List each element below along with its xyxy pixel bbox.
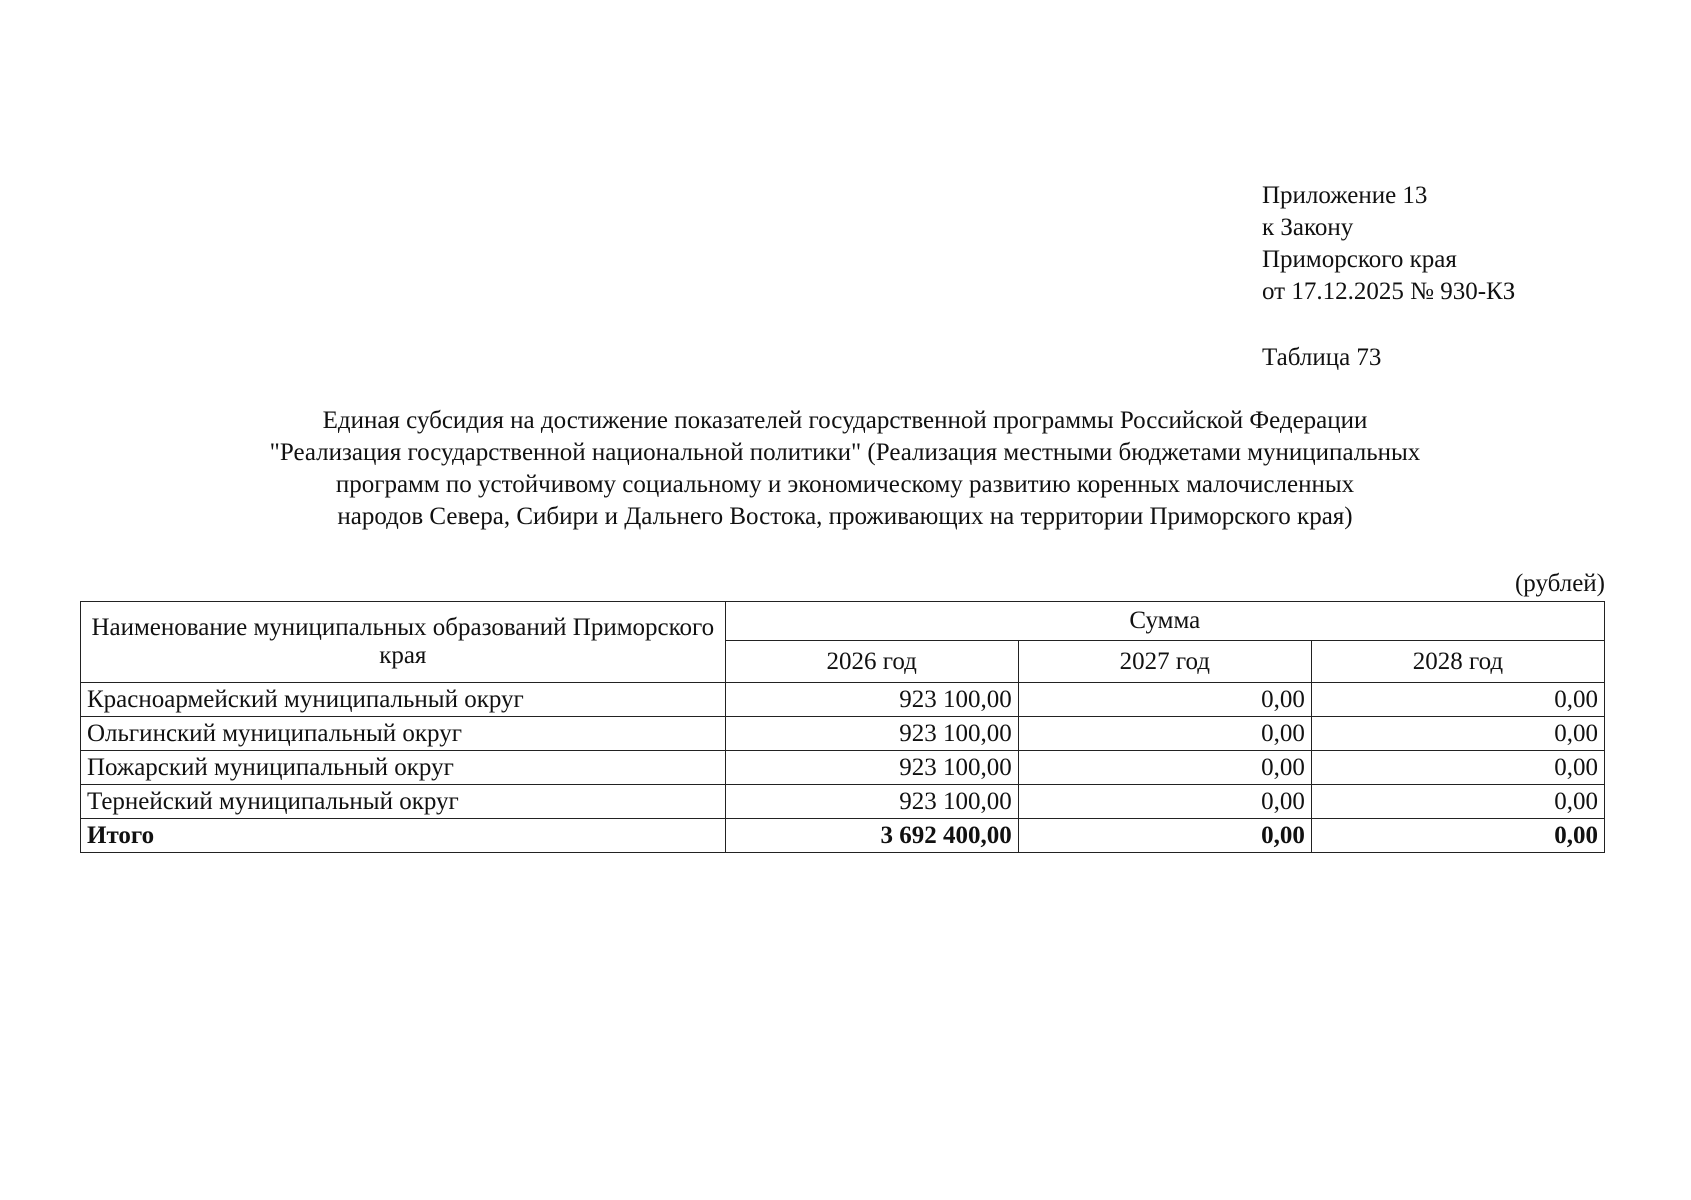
header-sum: Сумма bbox=[725, 602, 1604, 641]
subsidy-table bbox=[80, 601, 1605, 853]
amount-2028: 0,00 bbox=[1311, 683, 1604, 717]
appendix-block bbox=[1262, 180, 1515, 308]
title-line: программ по устойчивому социальному и экономическому развитию коренных малочисленных bbox=[335, 471, 1355, 498]
amount-2027: 0,00 bbox=[1018, 785, 1311, 819]
amount-2027: 0,00 bbox=[1018, 683, 1311, 717]
amount-2026: 923 100,00 bbox=[725, 683, 1018, 717]
table-row bbox=[81, 683, 1605, 717]
total-2027: 0,00 bbox=[1018, 819, 1311, 853]
amount-2027: 0,00 bbox=[1018, 717, 1311, 751]
document-title bbox=[80, 405, 1610, 533]
appendix-line: Приморского края bbox=[1262, 246, 1457, 273]
table-row bbox=[81, 785, 1605, 819]
amount-2026: 923 100,00 bbox=[725, 751, 1018, 785]
header-year-2026: 2026 год bbox=[725, 641, 1018, 683]
title-line: народов Севера, Сибири и Дальнего Востока, проживающих на территории Приморского края) bbox=[337, 503, 1353, 530]
appendix-line: от 17.12.2025 № 930-КЗ bbox=[1262, 278, 1516, 305]
amount-2027: 0,00 bbox=[1018, 751, 1311, 785]
amount-2028: 0,00 bbox=[1311, 751, 1604, 785]
amount-2028: 0,00 bbox=[1311, 785, 1604, 819]
total-row bbox=[81, 819, 1605, 853]
unit-label: (рублей) bbox=[1514, 570, 1605, 597]
municipality-name: Пожарский муниципальный округ bbox=[81, 751, 726, 785]
total-label: Итого bbox=[81, 819, 726, 853]
amount-2026: 923 100,00 bbox=[725, 785, 1018, 819]
header-year-2028: 2028 год bbox=[1311, 641, 1604, 683]
municipality-name: Тернейский муниципальный округ bbox=[81, 785, 726, 819]
municipality-name: Красноармейский муниципальный округ bbox=[81, 683, 726, 717]
table-row bbox=[81, 717, 1605, 751]
amount-2028: 0,00 bbox=[1311, 717, 1604, 751]
header-municipality: Наименование муниципальных образований Приморского края bbox=[81, 602, 726, 683]
title-line: "Реализация государственной национальной политики" (Реализация местными бюджетами муниципальных bbox=[269, 439, 1421, 466]
title-line: Единая субсидия на достижение показателей государственной программы Российской Федерации bbox=[322, 407, 1368, 434]
header-year-2027: 2027 год bbox=[1018, 641, 1311, 683]
table-number: Таблица 73 bbox=[1262, 344, 1382, 371]
amount-2026: 923 100,00 bbox=[725, 717, 1018, 751]
appendix-line: Приложение 13 bbox=[1262, 182, 1428, 209]
table-header-row bbox=[81, 602, 1605, 641]
total-2028: 0,00 bbox=[1311, 819, 1604, 853]
municipality-name: Ольгинский муниципальный округ bbox=[81, 717, 726, 751]
total-2026: 3 692 400,00 bbox=[725, 819, 1018, 853]
appendix-line: к Закону bbox=[1262, 214, 1354, 241]
table-row bbox=[81, 751, 1605, 785]
